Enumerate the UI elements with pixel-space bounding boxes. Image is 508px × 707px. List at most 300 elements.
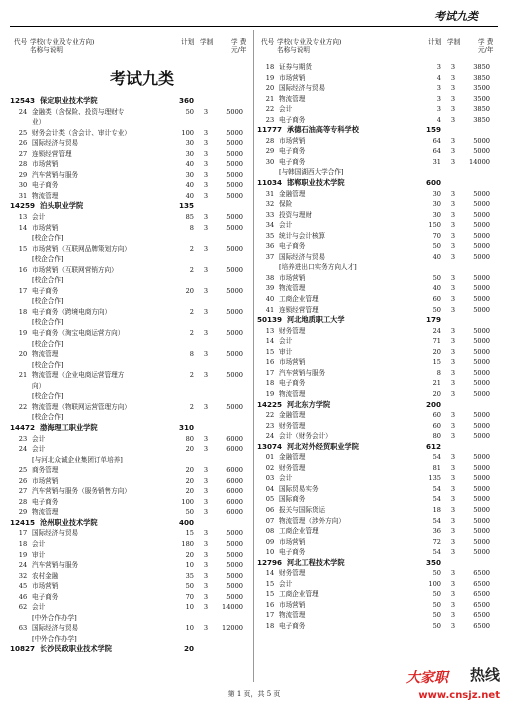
row-fee: 5000 <box>473 516 490 525</box>
row-years: 3 <box>450 495 456 504</box>
row-plan: 20 <box>185 476 194 485</box>
row-fee: 5000 <box>473 432 490 441</box>
row-fee: 6500 <box>473 611 490 620</box>
row-fee: 5000 <box>473 136 490 145</box>
row-years: 3 <box>203 350 209 359</box>
row-years: 3 <box>203 592 209 601</box>
row-fee: 5000 <box>473 284 490 293</box>
row-name: 工商企业管理 <box>279 295 319 304</box>
row-code: 11777 <box>257 125 283 135</box>
row-plan: 100 <box>428 579 441 588</box>
school-row <box>257 442 501 453</box>
row-fee: 6500 <box>473 600 490 609</box>
row-name: 市场营销 <box>279 136 306 145</box>
row-plan: 350 <box>425 557 441 567</box>
row-plan: 70 <box>432 231 441 240</box>
row-fee: 5000 <box>473 221 490 230</box>
row-name: 金融管理 <box>279 453 306 462</box>
row-fee: 3500 <box>473 94 490 103</box>
row-plan: 80 <box>185 434 194 443</box>
row-code: 18 <box>265 379 275 388</box>
row-name: [中外合作办学] <box>32 634 77 643</box>
row-code: 12543 <box>10 96 36 105</box>
row-name: 电子商务 <box>32 181 59 190</box>
row-years: 3 <box>203 107 209 116</box>
row-name: 河北地质职工大学 <box>287 315 345 325</box>
row-name: 财务管理 <box>279 463 306 472</box>
row-plan: 64 <box>432 136 441 145</box>
row-plan: 64 <box>432 147 441 156</box>
row-name: 电子商务 <box>279 157 306 166</box>
row-plan: 2 <box>189 307 194 316</box>
row-fee: 5000 <box>473 389 490 398</box>
major-row <box>10 550 254 561</box>
row-years: 3 <box>450 368 456 377</box>
row-code: 19 <box>265 73 275 82</box>
row-code: 22 <box>18 402 28 411</box>
row-code: 45 <box>18 582 28 591</box>
row-years: 3 <box>450 590 456 599</box>
major-row <box>257 231 501 242</box>
row-code: 25 <box>18 128 28 137</box>
row-years: 3 <box>203 160 209 169</box>
row-code: 34 <box>265 221 275 230</box>
major-row <box>10 223 254 234</box>
row-plan: 20 <box>185 550 194 559</box>
row-plan: 80 <box>432 432 441 441</box>
row-name: 会计 <box>32 445 46 454</box>
col-plan-label: 计划 <box>428 38 442 46</box>
row-code: 21 <box>265 94 275 103</box>
row-code: 14472 <box>10 422 36 432</box>
row-name: 金融管理 <box>279 189 306 198</box>
row-years: 3 <box>203 213 209 222</box>
row-name: 国际商务 <box>279 495 306 504</box>
row-years: 3 <box>450 621 456 630</box>
major-row <box>257 199 501 210</box>
row-code: 40 <box>265 295 275 304</box>
row-years: 3 <box>203 307 209 316</box>
left-rows <box>10 96 254 655</box>
row-fee: 5000 <box>226 265 243 274</box>
row-name: 会计 <box>279 337 293 346</box>
row-name: 沧州职业技术学院 <box>40 517 98 527</box>
row-name: 物流管理 <box>279 284 306 293</box>
row-fee: 5000 <box>226 170 243 179</box>
row-name: 投资与理财 <box>279 210 312 219</box>
row-fee: 5000 <box>226 181 243 190</box>
row-code: 09 <box>265 537 275 546</box>
row-name: 工商企业管理 <box>279 590 319 599</box>
row-name: 证券与期货 <box>279 63 312 71</box>
row-plan: 60 <box>432 295 441 304</box>
row-plan: 135 <box>178 201 194 211</box>
row-plan: 50 <box>432 305 441 314</box>
row-name: 工商企业管理 <box>279 527 319 536</box>
row-fee: 5000 <box>226 539 243 548</box>
row-plan: 50 <box>432 569 441 578</box>
row-fee: 5000 <box>473 337 490 346</box>
row-plan: 8 <box>189 223 194 232</box>
row-plan: 30 <box>432 189 441 198</box>
row-years: 3 <box>450 411 456 420</box>
row-name: 电子商务（跨境电商方向） <box>32 307 112 316</box>
row-code: 01 <box>265 453 275 462</box>
row-code: 12796 <box>257 557 283 567</box>
row-name: 物流管理 <box>32 508 59 517</box>
row-name: 国际经济与贸易 <box>279 252 326 261</box>
major-row <box>257 516 501 527</box>
row-years: 3 <box>203 624 209 633</box>
row-name: [校企合作] <box>32 234 64 243</box>
row-fee: 6000 <box>226 445 243 454</box>
note-row <box>10 254 254 265</box>
row-years: 3 <box>203 223 209 232</box>
row-years: 3 <box>203 170 209 179</box>
row-plan: 4 <box>436 115 441 124</box>
row-code: 24 <box>265 432 275 441</box>
row-name: 物流管理（涉外方向） <box>279 516 345 525</box>
major-row <box>10 149 254 160</box>
row-fee: 6500 <box>473 569 490 578</box>
row-plan: 40 <box>185 160 194 169</box>
row-fee: 5000 <box>226 244 243 253</box>
row-fee: 3850 <box>473 63 490 71</box>
row-code: 19 <box>18 329 28 338</box>
row-years: 3 <box>450 252 456 261</box>
row-fee: 5000 <box>226 286 243 295</box>
row-plan: 30 <box>185 149 194 158</box>
row-code: 10 <box>265 548 275 557</box>
row-fee: 5000 <box>226 307 243 316</box>
major-row <box>257 473 501 484</box>
major-row <box>257 526 501 537</box>
row-fee: 5000 <box>226 191 243 200</box>
row-code: 17 <box>265 368 275 377</box>
major-row <box>257 62 501 73</box>
row-name: 财务管理 <box>279 421 306 430</box>
row-years: 3 <box>450 600 456 609</box>
row-code: 62 <box>18 603 28 612</box>
row-years: 3 <box>450 516 456 525</box>
school-row <box>10 644 254 655</box>
major-row <box>10 581 254 592</box>
row-code: 29 <box>265 147 275 156</box>
row-fee: 3850 <box>473 115 490 124</box>
row-fee: 5000 <box>473 484 490 493</box>
row-years: 3 <box>450 432 456 441</box>
row-name: 汽车营销与服务 <box>32 170 79 179</box>
row-fee: 5000 <box>473 200 490 209</box>
row-code: 32 <box>18 571 28 580</box>
row-code: 33 <box>265 210 275 219</box>
major-row <box>257 610 501 621</box>
row-plan: 36 <box>432 527 441 536</box>
row-name: 会计 <box>279 221 293 230</box>
row-plan: 31 <box>432 157 441 166</box>
row-name: 财务管理 <box>279 326 306 335</box>
row-code: 05 <box>265 495 275 504</box>
row-code: 17 <box>18 286 28 295</box>
row-name: 会计 <box>32 539 46 548</box>
row-name: [与韩国湖西大学合作] <box>279 168 344 177</box>
row-fee: 12000 <box>222 624 243 633</box>
major-row <box>257 568 501 579</box>
row-name: 河北东方学院 <box>287 399 331 409</box>
row-plan: 20 <box>432 389 441 398</box>
row-name: 财务管理 <box>279 569 306 578</box>
major-row <box>257 305 501 316</box>
row-name: 报关与国际货运 <box>279 505 326 514</box>
watermark-url: www.cnsjz.net <box>418 690 500 701</box>
row-plan: 360 <box>178 96 194 105</box>
row-plan: 85 <box>185 213 194 222</box>
row-plan: 50 <box>432 273 441 282</box>
row-fee: 5000 <box>473 305 490 314</box>
row-years: 3 <box>450 221 456 230</box>
major-row <box>10 191 254 202</box>
row-name: 电子商务 <box>32 592 59 601</box>
major-row <box>10 180 254 191</box>
row-name: 电子商务 <box>279 115 306 124</box>
note-row <box>10 412 254 423</box>
row-code: 36 <box>265 242 275 251</box>
row-name: [校企合作] <box>32 392 64 401</box>
row-years: 3 <box>203 265 209 274</box>
major-row <box>257 252 501 263</box>
row-name: 会计 <box>279 579 293 588</box>
row-code: 21 <box>18 371 28 380</box>
row-code: 20 <box>265 84 275 93</box>
major-row <box>257 115 501 126</box>
row-plan: 310 <box>178 422 194 432</box>
right-rows <box>257 62 501 632</box>
row-name: [中外合作办学] <box>32 613 77 622</box>
row-name: 电子商务 <box>279 621 306 630</box>
row-years: 3 <box>450 358 456 367</box>
row-code: 24 <box>18 561 28 570</box>
row-years: 3 <box>450 453 456 462</box>
row-years: 3 <box>203 329 209 338</box>
major-row <box>257 452 501 463</box>
major-row <box>10 539 254 550</box>
row-code: 15 <box>18 244 28 253</box>
major-row <box>10 623 254 634</box>
row-fee: 5000 <box>473 210 490 219</box>
row-code: 23 <box>265 115 275 124</box>
row-code: 08 <box>265 527 275 536</box>
row-fee: 5000 <box>473 326 490 335</box>
row-code: 18 <box>265 63 275 71</box>
row-fee: 5000 <box>473 411 490 420</box>
row-code: 24 <box>18 107 28 116</box>
row-fee: 5000 <box>473 537 490 546</box>
note-row <box>10 317 254 328</box>
row-code: 28 <box>265 136 275 145</box>
row-code: 18 <box>18 539 28 548</box>
row-plan: 20 <box>185 445 194 454</box>
row-name: 保险 <box>279 200 293 209</box>
col-fee-label: 学 费 元/年 <box>478 38 494 54</box>
row-fee: 5000 <box>226 107 243 116</box>
row-plan: 159 <box>425 125 441 135</box>
row-fee: 6500 <box>473 621 490 630</box>
row-years: 3 <box>450 305 456 314</box>
row-plan: 54 <box>432 516 441 525</box>
row-plan: 71 <box>432 337 441 346</box>
row-years: 3 <box>450 569 456 578</box>
row-fee: 5000 <box>473 379 490 388</box>
row-name: 国际经济与贸易 <box>279 84 326 93</box>
row-years: 3 <box>450 537 456 546</box>
row-years: 3 <box>203 402 209 411</box>
row-plan: 50 <box>185 508 194 517</box>
row-plan: 30 <box>185 139 194 148</box>
major-row <box>257 505 501 516</box>
row-years: 3 <box>450 474 456 483</box>
row-code: 22 <box>265 105 275 114</box>
row-fee: 5000 <box>473 189 490 198</box>
row-fee: 6000 <box>226 487 243 496</box>
row-years: 3 <box>450 147 456 156</box>
row-name: 会计 <box>279 474 293 483</box>
row-fee: 5000 <box>473 421 490 430</box>
row-fee: 5000 <box>226 582 243 591</box>
row-name: 审计 <box>279 347 293 356</box>
row-fee: 5000 <box>226 149 243 158</box>
row-code: 35 <box>265 231 275 240</box>
major-row <box>10 349 254 360</box>
row-code: 14 <box>265 569 275 578</box>
row-years: 3 <box>203 571 209 580</box>
row-fee: 5000 <box>473 453 490 462</box>
row-plan: 3 <box>436 94 441 103</box>
row-plan: 50 <box>432 590 441 599</box>
row-name: 物流管理 <box>279 389 306 398</box>
section-title: 考试九类 <box>109 69 174 88</box>
row-name: 市场营销 <box>279 600 306 609</box>
major-row <box>257 73 501 84</box>
row-plan: 2 <box>189 329 194 338</box>
row-name: 物流管理（物联网运营管理方向） <box>32 402 131 411</box>
major-row <box>10 434 254 445</box>
major-row <box>10 212 254 223</box>
row-plan: 81 <box>432 463 441 472</box>
row-name: 金融类（含保险、投资与理财专 <box>32 107 125 116</box>
row-name: 业） <box>32 118 46 127</box>
row-name: [校企合作] <box>32 413 64 422</box>
school-row <box>257 125 501 136</box>
row-years: 3 <box>450 611 456 620</box>
row-fee: 5000 <box>473 295 490 304</box>
row-plan: 2 <box>189 244 194 253</box>
row-name: 长沙民政职业技术学院 <box>40 644 112 654</box>
row-code: 39 <box>265 284 275 293</box>
row-name: 邯郸职业技术学院 <box>287 178 345 188</box>
row-fee: 5000 <box>226 139 243 148</box>
col-fee-label: 学 费 元/年 <box>231 38 247 54</box>
row-years: 3 <box>450 548 456 557</box>
school-row <box>257 178 501 189</box>
major-row <box>257 600 501 611</box>
row-code: 32 <box>265 200 275 209</box>
row-years: 3 <box>450 136 456 145</box>
major-row <box>10 170 254 181</box>
watermark-hotline: 热线 <box>469 666 500 684</box>
row-name: 物流管理 <box>279 611 306 620</box>
row-plan: 8 <box>189 350 194 359</box>
row-name: 市场营销（互联网营销方向） <box>32 265 118 274</box>
row-name: [校企合作] <box>32 297 64 306</box>
row-name: 电子商务 <box>32 286 59 295</box>
row-years: 3 <box>450 484 456 493</box>
row-code: 14259 <box>10 201 36 211</box>
row-years: 3 <box>203 539 209 548</box>
row-years: 3 <box>203 487 209 496</box>
major-row <box>10 307 254 318</box>
major-row <box>10 560 254 571</box>
row-name: 电子商务 <box>279 379 306 388</box>
major-row <box>257 294 501 305</box>
row-code: 06 <box>265 505 275 514</box>
row-name: 会计（财务会计） <box>279 432 332 441</box>
row-plan: 24 <box>432 326 441 335</box>
row-fee: 5000 <box>226 160 243 169</box>
row-name: 市场营销 <box>32 223 59 232</box>
row-years: 3 <box>203 582 209 591</box>
row-name: 市场营销 <box>279 73 306 82</box>
row-fee: 5000 <box>226 592 243 601</box>
note-row <box>10 339 254 350</box>
row-plan: 612 <box>425 441 441 451</box>
row-plan: 100 <box>181 128 194 137</box>
row-code: 02 <box>265 463 275 472</box>
row-name: [校企合作] <box>32 318 64 327</box>
row-code: 16 <box>265 358 275 367</box>
row-years: 3 <box>203 371 209 380</box>
row-fee: 5000 <box>226 329 243 338</box>
row-fee: 14000 <box>222 603 243 612</box>
row-fee: 5000 <box>473 358 490 367</box>
row-plan: 10 <box>185 603 194 612</box>
row-plan: 60 <box>432 421 441 430</box>
row-name: 承德石油高等专科学校 <box>287 125 359 135</box>
row-fee: 5000 <box>473 147 490 156</box>
row-fee: 5000 <box>226 371 243 380</box>
major-row <box>10 159 254 170</box>
col-years-label: 学制 <box>200 38 214 46</box>
row-name: 泊头职业学院 <box>40 201 84 211</box>
row-code: 23 <box>18 434 28 443</box>
row-name: 渤海理工职业学院 <box>40 422 98 432</box>
row-code: 50139 <box>257 315 283 325</box>
row-plan: 50 <box>432 611 441 620</box>
row-plan: 21 <box>432 379 441 388</box>
row-code: 17 <box>265 611 275 620</box>
row-fee: 5000 <box>473 242 490 251</box>
major-row <box>10 265 254 276</box>
row-code: 38 <box>265 273 275 282</box>
row-name: 物流管理 <box>279 94 306 103</box>
major-row <box>10 476 254 487</box>
major-row <box>10 128 254 139</box>
row-name: 统计与会计核算 <box>279 231 326 240</box>
page-footer: 第 1 页，共 5 页 <box>227 690 281 698</box>
row-code: 25 <box>18 466 28 475</box>
row-name: 会计 <box>32 213 46 222</box>
row-fee: 6000 <box>226 466 243 475</box>
row-name: 会计 <box>32 434 46 443</box>
